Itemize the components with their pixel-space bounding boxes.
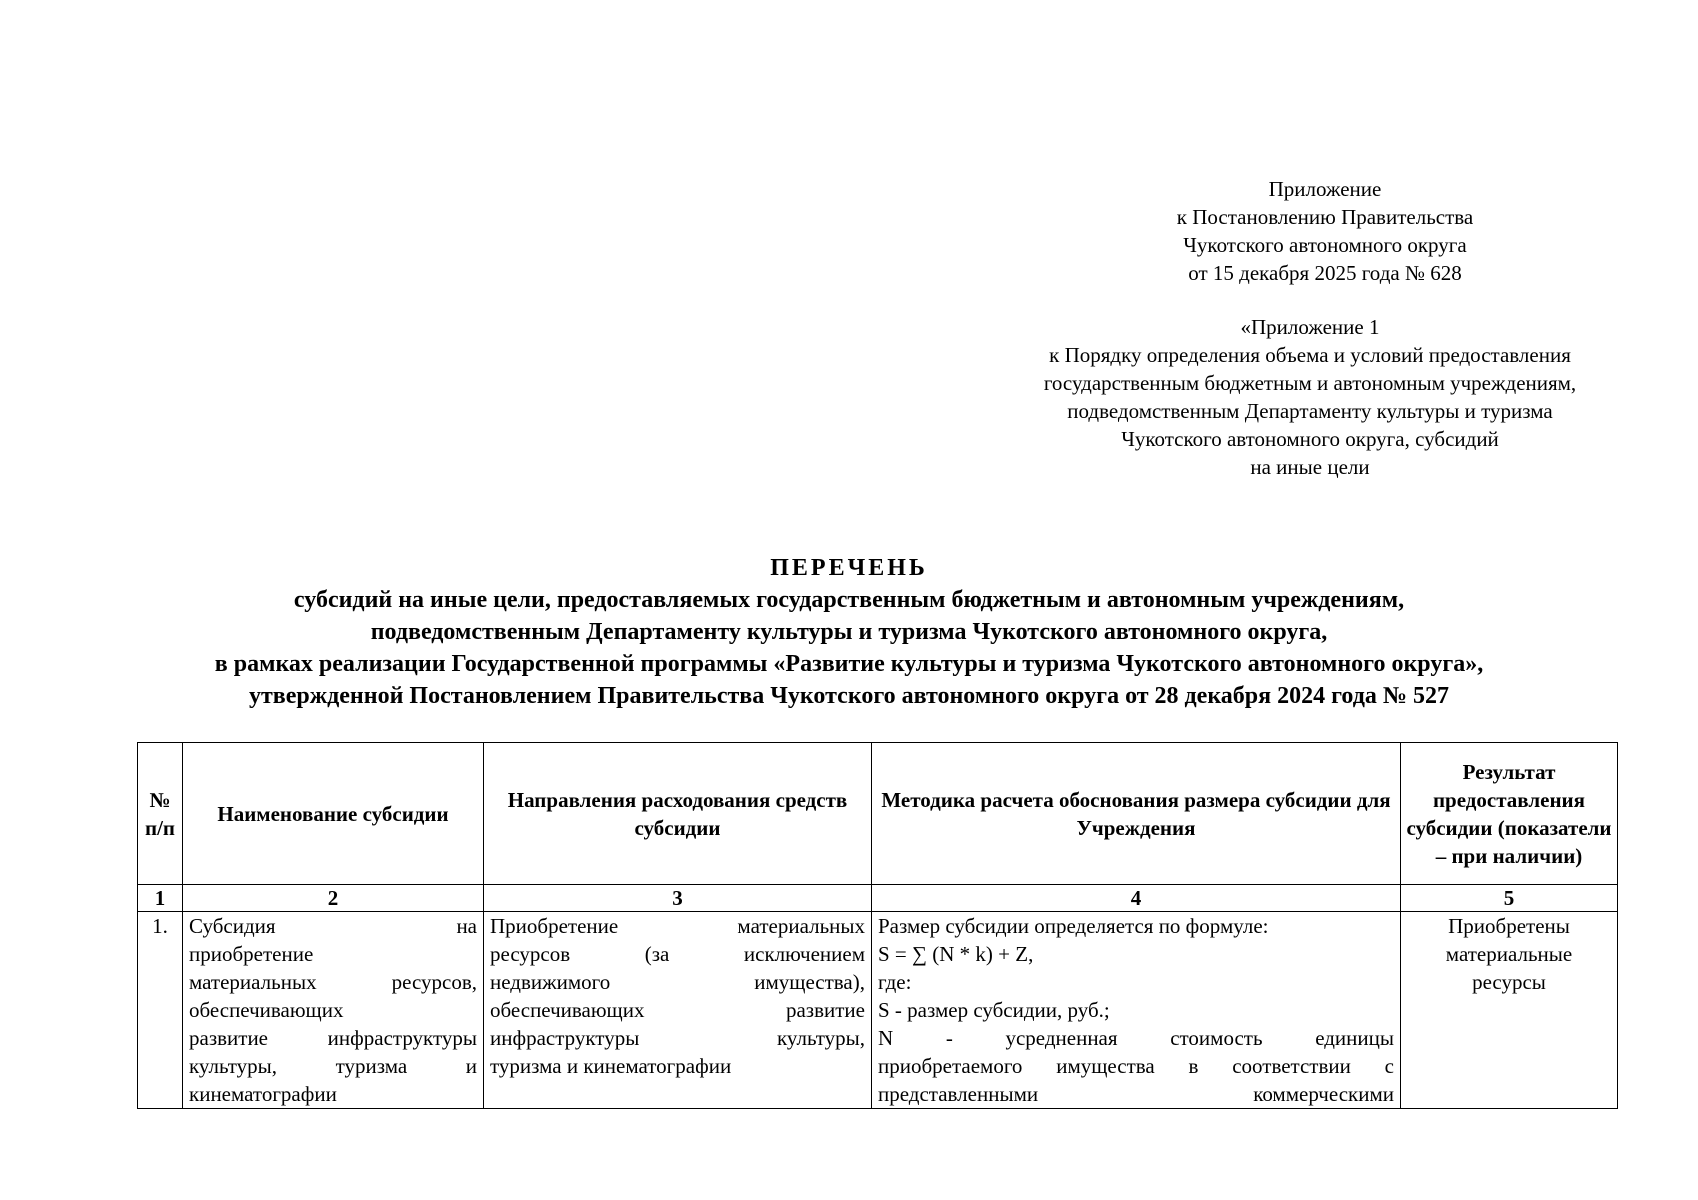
appendix-top-line: к Постановлению Правительства [1176,205,1474,229]
result-cell: Приобретены материальные ресурсы [1401,912,1618,1109]
cell-line: Субсидия на [189,914,477,938]
cell-line: недвижимого имущества), [490,970,865,994]
cell-line: где: [878,970,912,994]
appendix-order-line: Чукотского автономного округа, субсидий [1121,427,1499,451]
column-number: 1 [138,885,183,912]
table-row [138,912,1618,1109]
appendix-top [1000,175,1650,287]
document-title [0,552,1698,712]
cell-line: приобретаемого имущества в соответствии с [878,1054,1394,1078]
column-number-row [138,885,1618,912]
appendix-top-line: Чукотского автономного округа [1183,233,1467,257]
formula-line: S = ∑ (N * k) + Z, [878,942,1034,966]
appendix-top-line: от 15 декабря 2025 года № 628 [1188,261,1462,285]
column-number: 2 [183,885,484,912]
cell-line: инфраструктуры культуры, [490,1026,865,1050]
cell-line: кинематографии [189,1082,337,1106]
title-line: утвержденной Постановлением Правительства Чукотского автономного округа от 28 декабря 2024 года № 527 [248,683,1449,709]
cell-line: ресурсов (за исключением [490,942,865,966]
cell-line: Приобретение материальных [490,914,865,938]
appendix-order [950,313,1670,481]
appendix-top-line: Приложение [1268,177,1382,201]
title-line: в рамках реализации Государственной программы «Развитие культуры и туризма Чукотского автономного округа», [214,651,1484,677]
column-number: 5 [1401,885,1618,912]
cell-line: обеспечивающих развитие [490,998,865,1022]
cell-line: развитие инфраструктуры [189,1026,477,1050]
row-number: 1. [138,912,183,1109]
title-line: подведомственным Департаменту культуры и туризма Чукотского автономного округа, [370,619,1328,645]
header-subsidy-name: Наименование субсидии [183,743,484,885]
appendix-order-line: к Порядку определения объема и условий предоставления [1049,343,1571,367]
appendix-order-line: на иные цели [1250,455,1370,479]
cell-line: туризма и кинематографии [490,1054,732,1078]
cell-line: культуры, туризма и [189,1054,477,1078]
appendix-order-line: подведомственным Департаменту культуры и туризма [1067,399,1553,423]
header-result: Результат предоставления субсидии (показатели – при наличии) [1401,743,1618,885]
cell-line: приобретение [189,942,314,966]
cell-line: S - размер субсидии, руб.; [878,998,1110,1022]
column-number: 3 [484,885,872,912]
header-calculation-method: Методика расчета обоснования размера субсидии для Учреждения [872,743,1401,885]
title-line: субсидий на иные цели, предоставляемых государственным бюджетным и автономным учреждениям, [293,587,1405,613]
subsidy-name-cell [183,912,484,1109]
appendix-order-line: государственным бюджетным и автономным учреждениям, [1043,371,1577,395]
header-number: № п/п [138,743,183,885]
cell-line: представленными коммерческими [878,1082,1394,1106]
cell-line: Размер субсидии определяется по формуле: [878,914,1269,938]
title-main: ПЕРЕЧЕНЬ [770,555,928,581]
table-header-row [138,743,1618,885]
calculation-method-cell [872,912,1401,1109]
header-spending-directions: Направления расходования средств субсидии [484,743,872,885]
cell-line: материальных ресурсов, [189,970,477,994]
subsidy-table [137,742,1618,1109]
cell-line: обеспечивающих [189,998,344,1022]
appendix-order-line: «Приложение 1 [1240,315,1380,339]
column-number: 4 [872,885,1401,912]
cell-line: N - усредненная стоимость единицы [878,1026,1394,1050]
spending-direction-cell [484,912,872,1109]
